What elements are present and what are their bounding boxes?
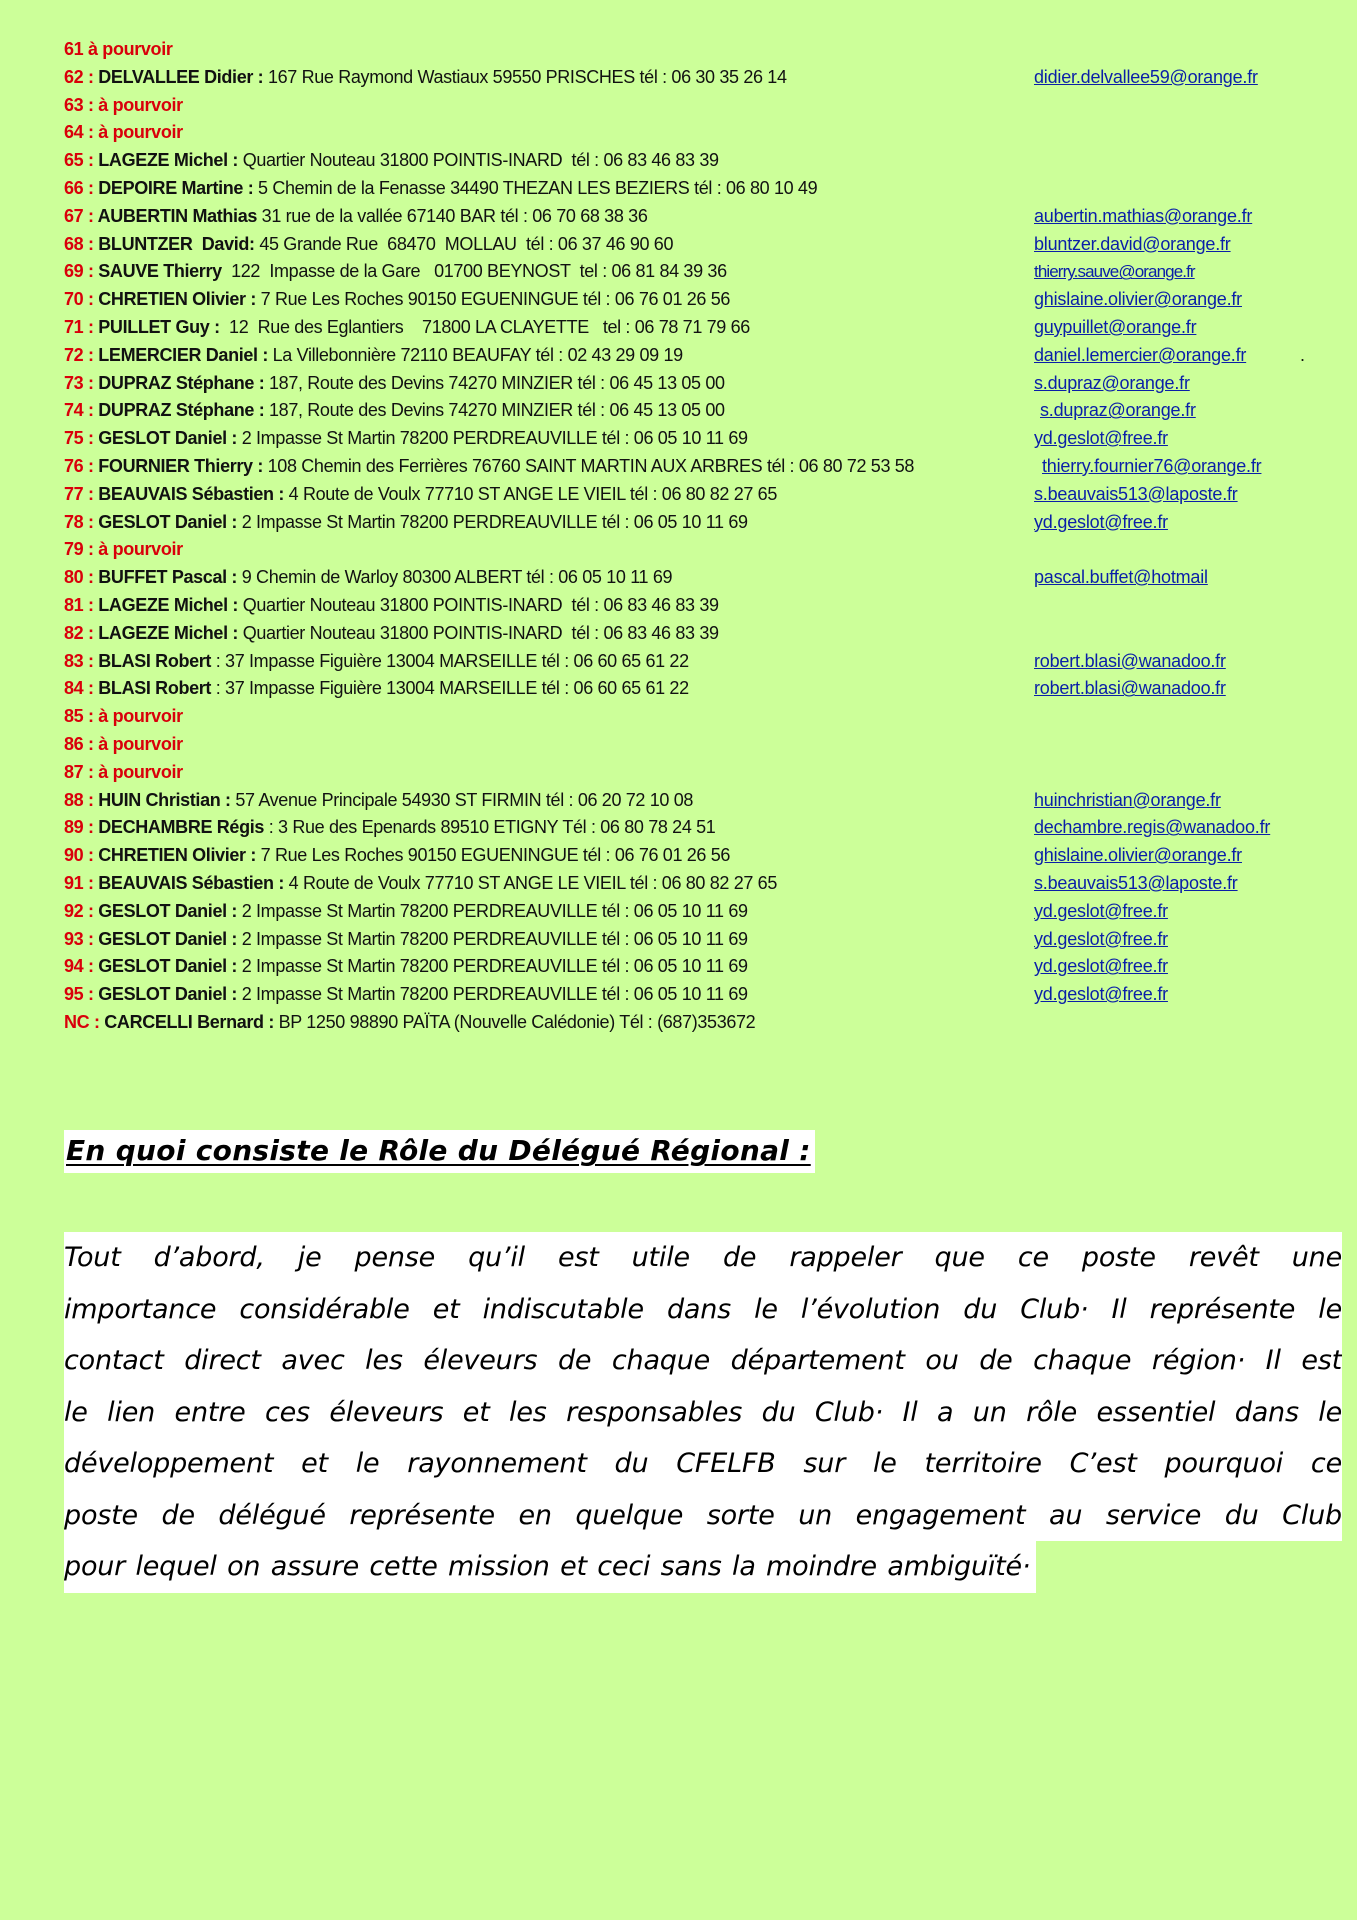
separator: : <box>83 733 99 754</box>
separator: : <box>83 622 99 643</box>
department-number: 74 <box>64 400 84 421</box>
email-link[interactable]: guypuillet@orange.fr <box>1034 316 1197 337</box>
separator: : <box>83 678 99 699</box>
separator: : <box>83 817 99 838</box>
delegate-name: BLUNTZER David: <box>98 233 255 254</box>
department-number: 84 <box>64 678 84 699</box>
delegate-name: BEAUVAIS Sébastien : <box>98 483 284 504</box>
delegate-name: DEPOIRE Martine : <box>98 177 254 198</box>
vacant-label: à pourvoir <box>98 761 183 782</box>
delegate-row <box>64 397 1344 425</box>
separator: : <box>89 1011 105 1032</box>
separator: : <box>83 483 99 504</box>
delegate-row <box>64 787 1344 815</box>
delegate-row-vacant <box>64 759 1344 787</box>
paragraph-line-text: contact direct avec les éleveurs de chaque département ou de chaque région· Il est <box>64 1345 1342 1376</box>
vacant-label: à pourvoir <box>98 539 183 560</box>
separator: : <box>83 761 99 782</box>
paragraph-line <box>64 1284 1342 1336</box>
separator: : <box>83 455 99 476</box>
delegate-address-phone: 2 Impasse St Martin 78200 PERDREAUVILLE tél : 06 05 10 11 69 <box>237 511 748 532</box>
paragraph-line-text: développement et le rayonnement du CFELFB sur le territoire C’est pourquoi ce <box>64 1448 1342 1479</box>
paragraph-line-text: Tout d’abord, je pense qu’il est utile de rappeler que ce poste revêt une <box>64 1242 1342 1273</box>
paragraph-line-text: pour lequel on assure cette mission et ceci sans la moindre ambiguïté· <box>64 1551 1031 1582</box>
separator: : <box>83 150 99 171</box>
separator: : <box>83 511 99 532</box>
email-link[interactable]: dechambre.regis@wanadoo.fr <box>1034 817 1271 838</box>
delegate-name: CHRETIEN Olivier : <box>98 845 257 866</box>
paragraph-line-text: le lien entre ces éleveurs et les responsables du Club· Il a un rôle essentiel dans le <box>64 1396 1342 1428</box>
department-number: 95 <box>64 984 84 1005</box>
department-number: 73 <box>64 372 84 393</box>
email-link[interactable]: huinchristian@orange.fr <box>1034 789 1221 810</box>
delegate-name: CARCELLI Bernard : <box>104 1011 274 1032</box>
delegate-name: LAGEZE Michel : <box>98 594 239 615</box>
department-number: 75 <box>64 428 84 449</box>
separator: : <box>83 66 99 87</box>
delegate-name: GESLOT Daniel : <box>98 928 238 949</box>
delegate-address-phone: 4 Route de Voulx 77710 ST ANGE LE VIEIL tél : 06 80 82 27 65 <box>284 483 778 504</box>
delegate-row <box>64 953 1344 981</box>
delegate-row <box>64 147 1344 175</box>
delegate-name: GESLOT Daniel : <box>98 428 238 449</box>
delegate-row-vacant <box>64 119 1344 147</box>
delegate-address-phone: 2 Impasse St Martin 78200 PERDREAUVILLE tél : 06 05 10 11 69 <box>237 984 748 1005</box>
delegate-row <box>64 64 1344 92</box>
delegate-row <box>64 453 1344 481</box>
email-link[interactable]: yd.geslot@free.fr <box>1034 428 1168 449</box>
department-number: 71 <box>64 316 84 337</box>
separator: : <box>83 177 99 198</box>
department-number: 68 <box>64 233 84 254</box>
separator: : <box>83 594 99 615</box>
delegate-name: HUIN Christian : <box>98 789 231 810</box>
separator: : <box>83 205 98 226</box>
email-link[interactable]: thierry.fournier76@orange.fr <box>1042 455 1262 476</box>
delegate-name: DECHAMBRE Régis <box>98 817 265 838</box>
delegate-name: DUPRAZ Stéphane : <box>98 372 265 393</box>
email-link[interactable]: yd.geslot@free.fr <box>1034 984 1168 1005</box>
delegate-name: CHRETIEN Olivier : <box>98 289 257 310</box>
separator: : <box>83 400 99 421</box>
department-number: 79 <box>64 539 84 560</box>
delegate-name: BEAUVAIS Sébastien : <box>98 872 284 893</box>
delegate-row <box>64 481 1344 509</box>
delegate-address-phone: 57 Avenue Principale 54930 ST FIRMIN tél : 06 20 72 10 08 <box>230 789 694 810</box>
paragraph-line <box>64 1387 1342 1439</box>
vacant-label: à pourvoir <box>98 733 183 754</box>
department-number: 90 <box>64 845 84 866</box>
department-number: 85 <box>64 706 84 727</box>
paragraph-line <box>64 1541 1036 1593</box>
email-link[interactable]: thierry.sauve@orange.fr <box>1034 262 1195 282</box>
paragraph-line <box>64 1438 1342 1490</box>
separator: : <box>83 372 99 393</box>
delegate-row-vacant <box>64 36 1344 64</box>
delegate-row-vacant <box>64 92 1344 120</box>
delegate-name: DUPRAZ Stéphane : <box>98 400 265 421</box>
email-link[interactable]: s.dupraz@orange.fr <box>1034 372 1190 393</box>
delegate-address-phone: Quartier Nouteau 31800 POINTIS-INARD tél : 06 83 46 83 39 <box>238 622 719 643</box>
delegate-address-phone: 2 Impasse St Martin 78200 PERDREAUVILLE tél : 06 05 10 11 69 <box>237 956 748 977</box>
email-link[interactable]: didier.delvallee59@orange.fr <box>1034 66 1258 87</box>
department-number: 62 <box>64 66 84 87</box>
delegate-name: BLASI Robert <box>98 650 212 671</box>
separator: : <box>83 233 99 254</box>
email-trailing-punctuation: . <box>1300 344 1305 365</box>
delegate-row <box>64 175 1344 203</box>
vacant-label: à pourvoir <box>98 94 183 115</box>
delegate-row <box>64 564 1344 592</box>
email-link[interactable]: s.beauvais513@laposte.fr <box>1034 872 1238 893</box>
delegate-row <box>64 620 1344 648</box>
email-link[interactable]: ghislaine.olivier@orange.fr <box>1034 289 1242 310</box>
delegate-name: DELVALLEE Didier : <box>98 66 264 87</box>
delegate-row <box>64 370 1344 398</box>
delegate-row <box>64 509 1344 537</box>
separator: : <box>83 289 99 310</box>
department-number: 89 <box>64 817 84 838</box>
department-number: 82 <box>64 622 84 643</box>
department-number: 80 <box>64 567 84 588</box>
delegate-row <box>64 286 1344 314</box>
delegate-address-phone: 108 Chemin des Ferrières 76760 SAINT MARTIN AUX ARBRES tél : 06 80 72 53 58 <box>263 455 915 476</box>
delegate-address-phone: Quartier Nouteau 31800 POINTIS-INARD tél : 06 83 46 83 39 <box>238 150 719 171</box>
delegate-address-phone: 122 Impasse de la Gare 01700 BEYNOST tel : 06 81 84 39 36 <box>221 261 727 282</box>
separator: : <box>83 789 99 810</box>
email-link[interactable]: s.beauvais513@laposte.fr <box>1034 483 1238 504</box>
delegate-row <box>64 258 1344 286</box>
delegate-address-phone: : 3 Rue des Epenards 89510 ETIGNY Tél : 06 80 78 24 51 <box>264 817 716 838</box>
separator: : <box>83 845 99 866</box>
delegate-row <box>64 203 1344 231</box>
separator: : <box>83 984 99 1005</box>
email-link[interactable]: yd.geslot@free.fr <box>1034 928 1168 949</box>
department-number: 70 <box>64 289 84 310</box>
delegate-name: BUFFET Pascal : <box>98 567 238 588</box>
department-number: 63 <box>64 94 84 115</box>
separator: : <box>83 872 99 893</box>
delegate-row <box>64 231 1344 259</box>
department-number: 86 <box>64 733 84 754</box>
email-link[interactable]: bluntzer.david@orange.fr <box>1034 233 1231 254</box>
delegate-address-phone: 45 Grande Rue 68470 MOLLAU tél : 06 37 46 90 60 <box>254 233 674 254</box>
role-heading: En quoi consiste le Rôle du Délégué Régional : <box>66 1134 811 1167</box>
delegate-address-phone: 31 rue de la vallée 67140 BAR tél : 06 70 68 38 36 <box>257 205 648 226</box>
separator: : <box>83 539 99 560</box>
department-number: 87 <box>64 761 84 782</box>
delegate-row <box>64 1009 1344 1037</box>
delegate-address-phone: 187, Route des Devins 74270 MINZIER tél : 06 45 13 05 00 <box>264 400 725 421</box>
department-number: 92 <box>64 900 84 921</box>
delegate-row <box>64 342 1344 370</box>
separator: : <box>83 567 99 588</box>
email-link[interactable]: yd.geslot@free.fr <box>1034 511 1168 532</box>
delegate-address-phone: 7 Rue Les Roches 90150 EGUENINGUE tél : 06 76 01 26 56 <box>256 845 731 866</box>
separator: : <box>83 316 99 337</box>
delegate-address-phone: 187, Route des Devins 74270 MINZIER tél : 06 45 13 05 00 <box>264 372 725 393</box>
delegate-address-phone: : 37 Impasse Figuière 13004 MARSEILLE tél : 06 60 65 61 22 <box>211 650 689 671</box>
role-heading-box <box>64 1130 815 1173</box>
department-number: 61 <box>64 39 84 59</box>
delegate-row <box>64 898 1344 926</box>
delegate-name: SAUVE Thierry <box>98 261 222 282</box>
delegate-row <box>64 842 1344 870</box>
delegate-row <box>64 675 1344 703</box>
email-link[interactable]: s.dupraz@orange.fr <box>1040 400 1196 421</box>
delegate-row <box>64 592 1344 620</box>
vacant-label: à pourvoir <box>98 122 183 143</box>
vacant-label: à pourvoir <box>87 39 173 59</box>
delegate-address-phone: La Villebonnière 72110 BEAUFAY tél : 02 43 29 09 19 <box>268 344 683 365</box>
separator: : <box>83 900 99 921</box>
email-link[interactable]: yd.geslot@free.fr <box>1034 956 1168 977</box>
separator: : <box>83 706 99 727</box>
delegate-name: PUILLET Guy : <box>98 316 220 337</box>
delegate-address-phone: Quartier Nouteau 31800 POINTIS-INARD tél : 06 83 46 83 39 <box>238 594 719 615</box>
delegate-row <box>64 314 1344 342</box>
delegate-name: LAGEZE Michel : <box>98 622 239 643</box>
department-number: 83 <box>64 650 84 671</box>
email-link[interactable]: ghislaine.olivier@orange.fr <box>1034 845 1242 866</box>
delegate-row-vacant <box>64 731 1344 759</box>
delegate-name: GESLOT Daniel : <box>98 511 238 532</box>
delegate-address-phone: 7 Rue Les Roches 90150 EGUENINGUE tél : 06 76 01 26 56 <box>256 289 731 310</box>
delegate-name: BLASI Robert <box>98 678 212 699</box>
email-link[interactable]: robert.blasi@wanadoo.fr <box>1034 678 1226 699</box>
email-link[interactable]: daniel.lemercier@orange.fr <box>1034 344 1247 365</box>
paragraph-line <box>64 1335 1342 1387</box>
department-number: 64 <box>64 122 84 143</box>
delegate-address-phone: 2 Impasse St Martin 78200 PERDREAUVILLE tél : 06 05 10 11 69 <box>237 900 748 921</box>
delegate-address-phone: 4 Route de Voulx 77710 ST ANGE LE VIEIL tél : 06 80 82 27 65 <box>284 872 778 893</box>
department-number: NC <box>64 1011 90 1032</box>
delegate-name: GESLOT Daniel : <box>98 900 238 921</box>
department-number: 77 <box>64 483 84 504</box>
department-number: 65 <box>64 150 84 171</box>
department-number: 81 <box>64 594 84 615</box>
department-number: 67 <box>64 205 84 226</box>
delegate-name: LAGEZE Michel : <box>98 150 239 171</box>
vacant-label: à pourvoir <box>98 706 183 727</box>
delegate-address-phone: 2 Impasse St Martin 78200 PERDREAUVILLE tél : 06 05 10 11 69 <box>237 928 748 949</box>
department-number: 78 <box>64 511 84 532</box>
delegate-name: GESLOT Daniel : <box>98 956 238 977</box>
separator: : <box>83 650 99 671</box>
paragraph-line <box>64 1490 1342 1542</box>
separator: : <box>83 928 99 949</box>
delegate-row <box>64 814 1344 842</box>
email-link[interactable]: aubertin.mathias@orange.fr <box>1034 205 1253 226</box>
paragraph-line-text: importance considérable et indiscutable dans le l’évolution du Club· Il représente le <box>64 1293 1342 1325</box>
separator: : <box>83 344 99 365</box>
delegate-address-phone: : 37 Impasse Figuière 13004 MARSEILLE tél : 06 60 65 61 22 <box>211 678 689 699</box>
delegate-row <box>64 425 1344 453</box>
separator: : <box>83 956 99 977</box>
paragraph-line <box>64 1232 1342 1284</box>
separator: : <box>83 94 99 115</box>
delegate-row-vacant <box>64 536 1344 564</box>
delegate-address-phone: 12 Rue des Eglantiers 71800 LA CLAYETTE tel : 06 78 71 79 66 <box>219 316 750 337</box>
email-link[interactable]: pascal.buffet@hotmail <box>1034 567 1208 588</box>
delegate-name: GESLOT Daniel : <box>98 984 238 1005</box>
delegate-address-phone: 2 Impasse St Martin 78200 PERDREAUVILLE tél : 06 05 10 11 69 <box>237 428 748 449</box>
delegate-row-vacant <box>64 703 1344 731</box>
delegate-row <box>64 981 1344 1009</box>
email-link[interactable]: robert.blasi@wanadoo.fr <box>1034 650 1226 671</box>
department-number: 72 <box>64 344 84 365</box>
email-link[interactable]: yd.geslot@free.fr <box>1034 900 1168 921</box>
department-number: 91 <box>64 872 84 893</box>
department-number: 69 <box>64 261 84 282</box>
department-number: 88 <box>64 789 84 810</box>
delegate-name: FOURNIER Thierry : <box>98 455 263 476</box>
delegate-list <box>64 36 1344 1037</box>
delegate-row <box>64 648 1344 676</box>
paragraph-line-text: poste de délégué représente en quelque sorte un engagement au service du Club <box>64 1499 1342 1531</box>
delegate-name: AUBERTIN Mathias <box>97 205 258 226</box>
role-paragraph <box>64 1232 1342 1610</box>
department-number: 94 <box>64 956 84 977</box>
delegate-row <box>64 870 1344 898</box>
delegate-address-phone: 5 Chemin de la Fenasse 34490 THEZAN LES BEZIERS tél : 06 80 10 49 <box>253 177 818 198</box>
delegate-address-phone: 167 Rue Raymond Wastiaux 59550 PRISCHES tél : 06 30 35 26 14 <box>263 66 787 87</box>
delegate-row <box>64 926 1344 954</box>
department-number: 93 <box>64 928 84 949</box>
department-number: 76 <box>64 455 84 476</box>
delegate-name: LEMERCIER Daniel : <box>98 344 268 365</box>
delegate-address-phone: BP 1250 98890 PAÏTA (Nouvelle Calédonie) Tél : (687)353672 <box>273 1011 756 1032</box>
separator: : <box>83 428 99 449</box>
delegate-address-phone: 9 Chemin de Warloy 80300 ALBERT tél : 06 05 10 11 69 <box>237 567 673 588</box>
separator: : <box>83 261 99 282</box>
separator: : <box>83 122 99 143</box>
department-number: 66 <box>64 177 84 198</box>
